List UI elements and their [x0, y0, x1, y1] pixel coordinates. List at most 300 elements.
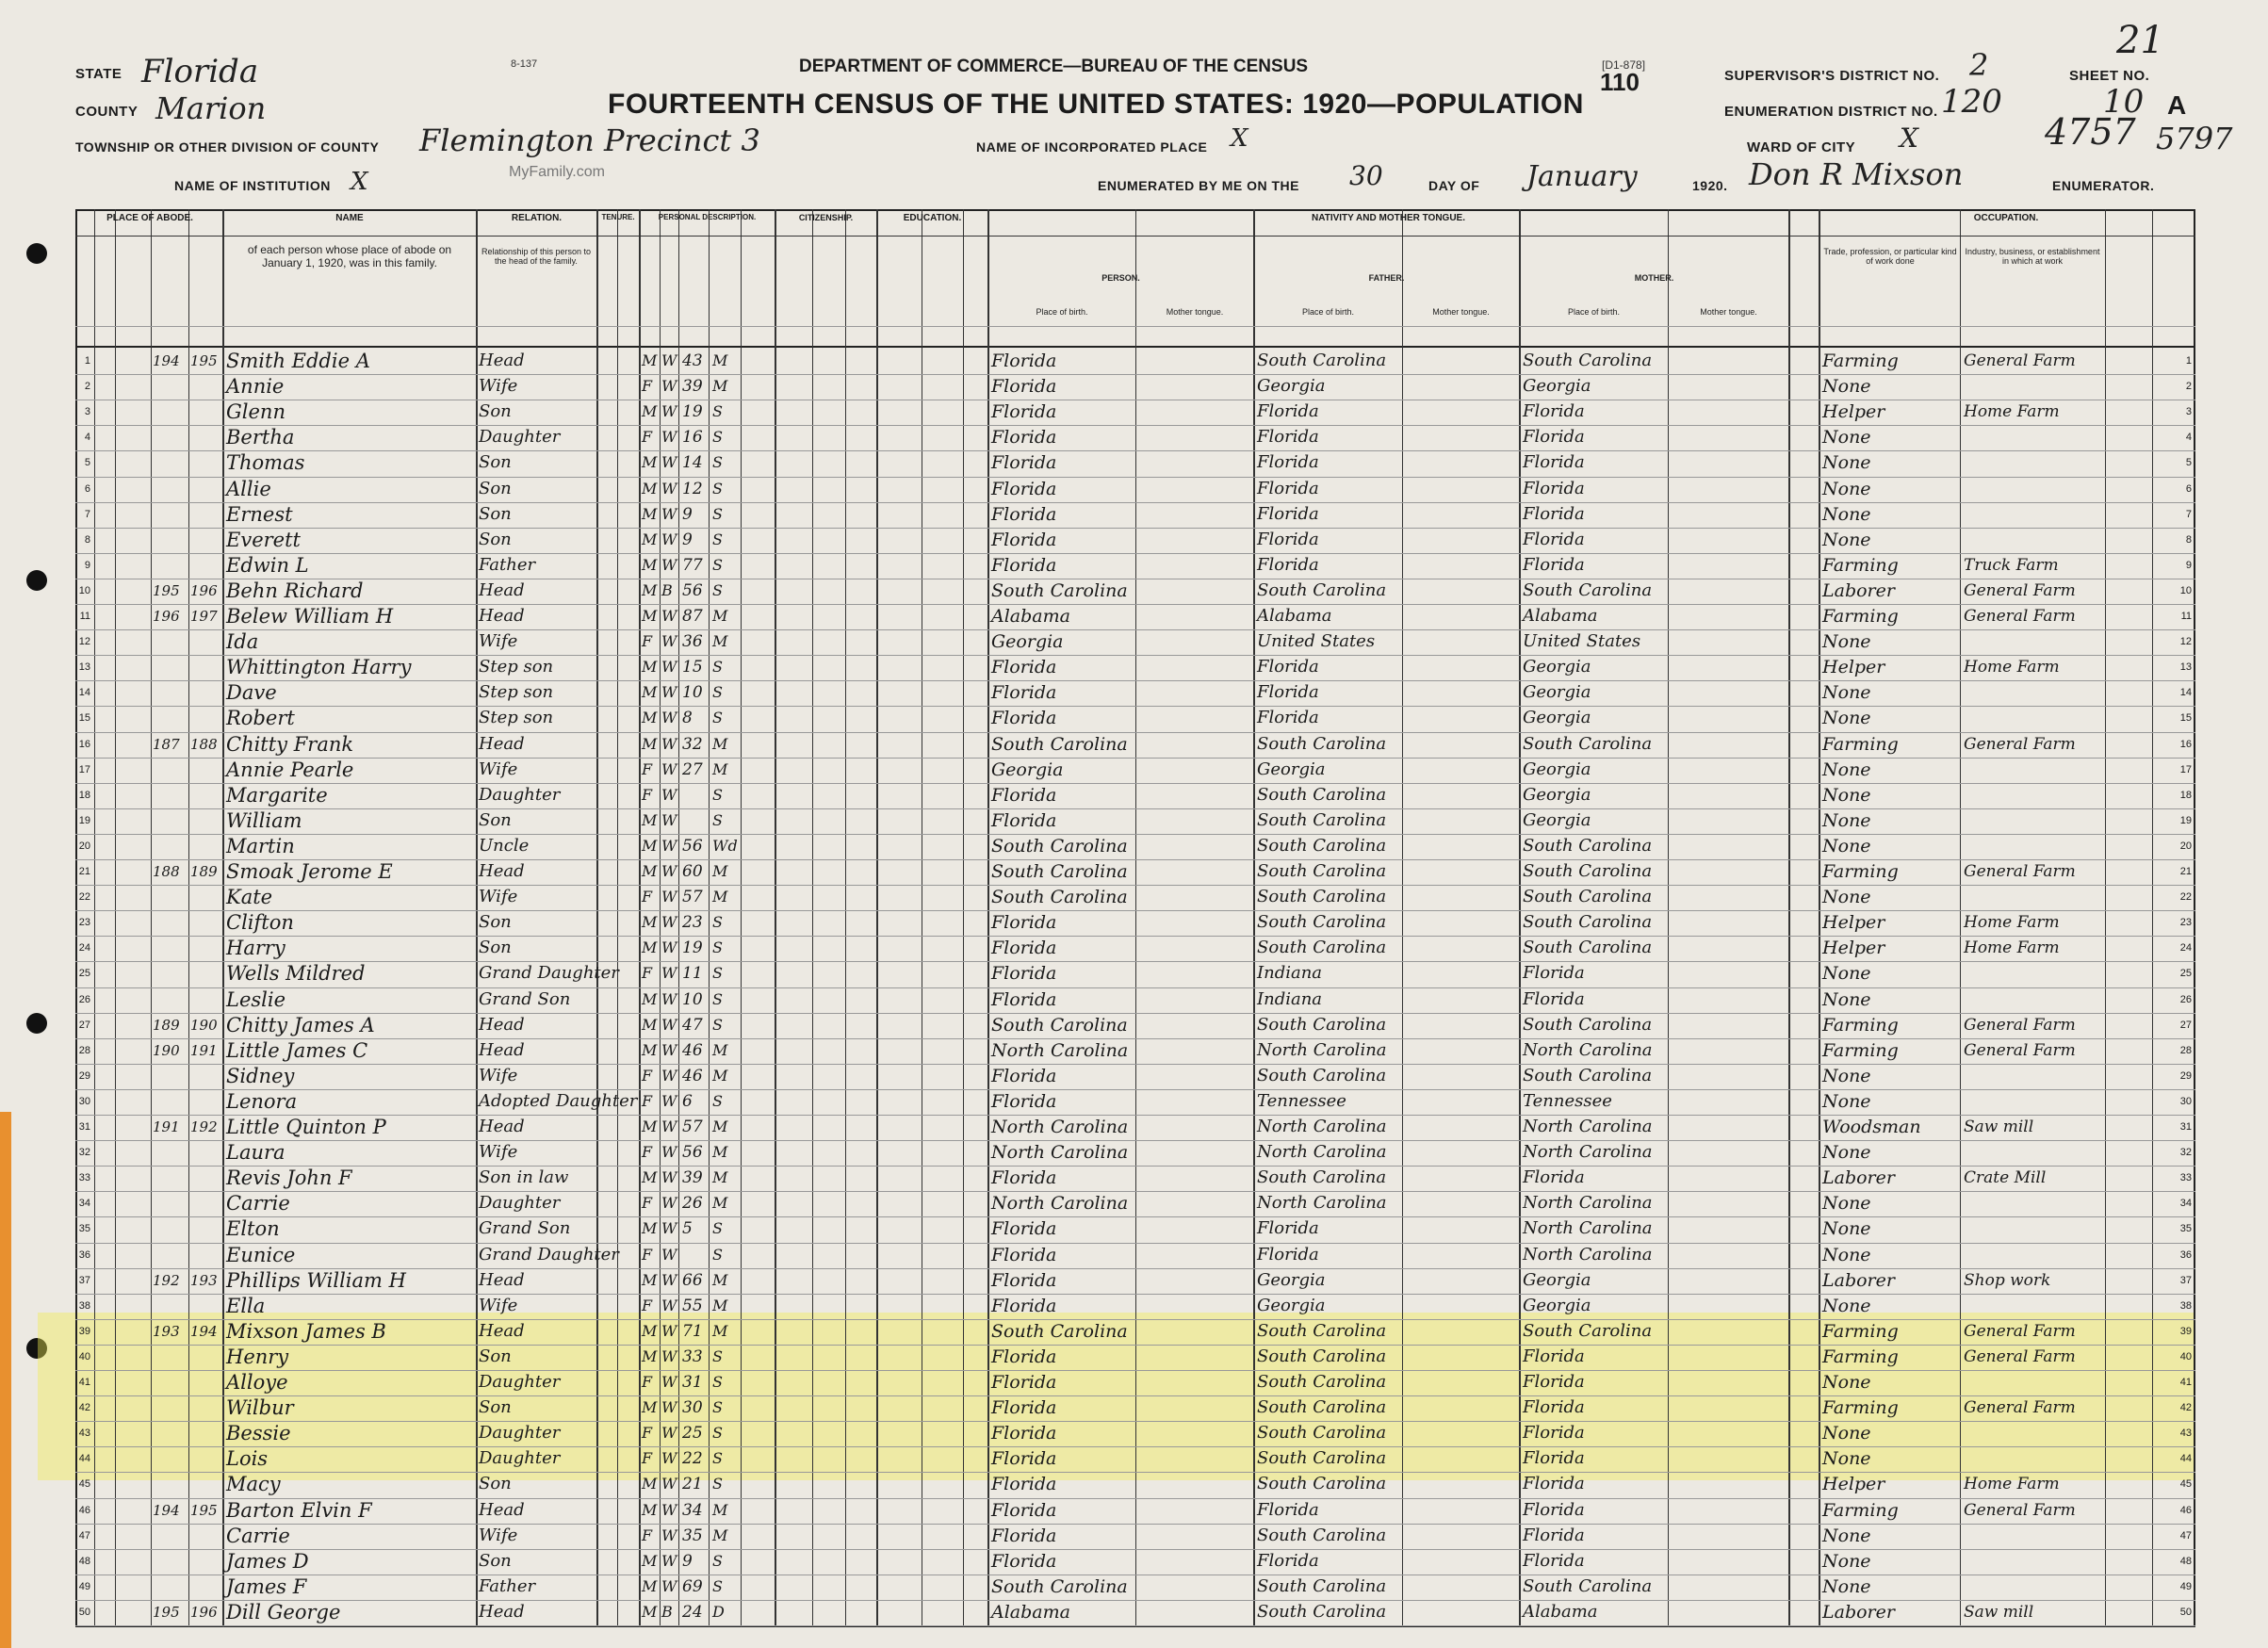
row-occ-cell: None: [1822, 988, 1871, 1010]
group-occupation: OCCUPATION.: [1973, 213, 2039, 223]
row-rel-cell: Son in law: [479, 1167, 569, 1188]
row-name-cell: Macy: [226, 1473, 281, 1496]
row-sex-cell: M: [642, 1270, 658, 1289]
row-rel-cell: Wife: [479, 759, 518, 779]
row-number-right: 20: [2179, 840, 2192, 852]
row-bp-cell: Florida: [991, 1525, 1057, 1546]
row-ms-cell: M: [712, 1321, 728, 1340]
row-dw-cell: 191: [153, 1118, 180, 1135]
row-ms-cell: S: [712, 683, 723, 702]
row-race-cell: W: [661, 504, 677, 523]
row-rel-cell: Son: [479, 809, 512, 830]
state-value: Florida: [141, 53, 259, 90]
father-label: FATHER.: [1368, 273, 1405, 283]
row-number: 31: [78, 1121, 90, 1133]
row-sex-cell: M: [642, 1551, 658, 1570]
row-fam-cell: 196: [190, 1603, 218, 1621]
row-race-cell: W: [661, 1551, 677, 1570]
enumerated-label: ENUMERATED BY ME ON THE: [1098, 178, 1299, 193]
row-age-cell: 66: [682, 1270, 703, 1290]
row-sex-cell: M: [642, 1346, 658, 1365]
row-race-cell: W: [661, 938, 677, 957]
row-mbp-cell: Florida: [1523, 401, 1585, 422]
row-sex-cell: M: [642, 504, 658, 523]
row-fbp-cell: South Carolina: [1257, 835, 1387, 856]
row-fbp-cell: South Carolina: [1257, 1575, 1387, 1596]
row-ms-cell: S: [712, 1551, 723, 1570]
row-fbp-cell: Indiana: [1257, 988, 1323, 1009]
row-age-cell: 60: [682, 862, 703, 881]
row-occ-cell: None: [1822, 1193, 1871, 1215]
row-ms-cell: M: [712, 1066, 728, 1085]
row-ms-cell: M: [712, 888, 728, 906]
enumeration-value: 120: [1941, 83, 2002, 121]
row-rel-cell: Son: [479, 529, 512, 549]
orange-edge: [0, 1112, 11, 1648]
row-fam-cell: 189: [190, 863, 218, 880]
row-race-cell: W: [661, 1346, 677, 1365]
row-sex-cell: M: [642, 1602, 658, 1621]
row-age-cell: 32: [682, 734, 703, 754]
punch-hole: [26, 1013, 47, 1034]
row-ms-cell: M: [712, 351, 728, 369]
row-rel-cell: Son: [479, 1550, 512, 1571]
row-name-cell: Ella: [226, 1294, 266, 1317]
row-age-cell: 19: [682, 402, 703, 422]
row-age-cell: 24: [682, 1602, 703, 1622]
row-mbp-cell: Florida: [1523, 1474, 1585, 1494]
row-number: 46: [78, 1504, 90, 1516]
row-number-right: 1: [2185, 355, 2192, 367]
row-race-cell: W: [661, 555, 677, 574]
row-fbp-cell: Georgia: [1257, 1269, 1326, 1290]
row-sex-cell: M: [642, 1576, 658, 1595]
row-sex-cell: M: [642, 479, 658, 498]
row-sex-cell: M: [642, 1118, 658, 1135]
sheet-letter: A: [2167, 90, 2187, 120]
row-number: 7: [84, 508, 90, 520]
row-ms-cell: S: [712, 989, 723, 1008]
row-sex-cell: M: [642, 709, 658, 727]
row-name-cell: Henry: [226, 1345, 289, 1368]
row-mbp-cell: Florida: [1523, 427, 1585, 448]
row-occ-cell: None: [1822, 887, 1871, 908]
row-number-right: 30: [2179, 1095, 2192, 1107]
row-mbp-cell: South Carolina: [1523, 938, 1653, 958]
row-number: 8: [84, 533, 90, 546]
row-sex-cell: F: [642, 759, 653, 778]
row-age-cell: 11: [682, 964, 703, 984]
row-mbp-cell: Georgia: [1523, 1269, 1591, 1290]
row-ms-cell: M: [712, 734, 728, 753]
row-sex-cell: M: [642, 938, 658, 957]
row-fbp-cell: South Carolina: [1257, 1320, 1387, 1341]
name-sub: of each person whose place of abode on January 1, 1920, was in this family.: [247, 243, 452, 269]
row-dw-cell: 195: [153, 581, 180, 599]
row-fbp-cell: Florida: [1257, 554, 1319, 575]
row-ms-cell: S: [712, 530, 723, 548]
day-of-label: DAY OF: [1428, 178, 1480, 193]
row-race-cell: W: [661, 1296, 677, 1314]
row-age-cell: 39: [682, 377, 703, 397]
row-race-cell: W: [661, 709, 677, 727]
row-rel-cell: Son: [479, 478, 512, 498]
row-sex-cell: F: [642, 1449, 653, 1468]
row-rel-cell: Wife: [479, 1142, 518, 1163]
row-race-cell: W: [661, 1424, 677, 1443]
group-place-of-abode: PLACE OF ABODE.: [106, 213, 193, 223]
row-occ-cell: None: [1822, 1575, 1871, 1597]
row-occ-cell: Farming: [1822, 351, 1899, 371]
row-name-cell: Kate: [226, 886, 273, 909]
row-fbp-cell: South Carolina: [1257, 1065, 1387, 1085]
row-mbp-cell: North Carolina: [1523, 1218, 1653, 1239]
row-sex-cell: F: [642, 964, 653, 983]
row-fbp-cell: Alabama: [1257, 606, 1332, 626]
row-name-cell: Margarite: [226, 783, 328, 807]
row-age-cell: 10: [682, 683, 703, 703]
row-fbp-cell: Florida: [1257, 1218, 1319, 1239]
row-age-cell: 8: [682, 709, 693, 728]
row-occ-cell: None: [1822, 1448, 1871, 1470]
row-number: 15: [78, 712, 90, 725]
person-place-birth: Place of birth.: [1036, 307, 1088, 317]
row-race-cell: W: [661, 1143, 677, 1162]
row-fbp-cell: Florida: [1257, 1550, 1319, 1571]
row-fbp-cell: South Carolina: [1257, 1397, 1387, 1418]
row-sex-cell: F: [642, 1066, 653, 1085]
row-rel-cell: Grand Daughter: [479, 1244, 619, 1265]
row-sex-cell: M: [642, 607, 658, 625]
row-bp-cell: South Carolina: [991, 835, 1128, 857]
row-race-cell: W: [661, 1500, 677, 1519]
row-name-cell: James D: [226, 1549, 309, 1573]
row-number: 40: [78, 1350, 90, 1362]
row-age-cell: 22: [682, 1449, 703, 1469]
row-name-cell: James F: [226, 1575, 307, 1598]
row-ms-cell: S: [712, 1015, 723, 1034]
row-rel-cell: Head: [479, 1014, 525, 1035]
row-fbp-cell: Georgia: [1257, 376, 1326, 397]
row-sex-cell: M: [642, 1500, 658, 1519]
row-fbp-cell: North Carolina: [1257, 1117, 1387, 1136]
row-rel-cell: Father: [479, 554, 536, 575]
row-number: 1: [84, 355, 90, 367]
row-number: 37: [78, 1274, 90, 1286]
row-bp-cell: North Carolina: [991, 1117, 1129, 1137]
row-number-right: 7: [2185, 508, 2192, 520]
row-name-cell: Wells Mildred: [226, 962, 366, 986]
row-number-right: 48: [2179, 1555, 2192, 1567]
row-occ-cell: None: [1822, 1244, 1871, 1265]
row-bp-cell: South Carolina: [991, 1575, 1128, 1597]
row-rel-cell: Adopted Daughter: [479, 1090, 638, 1111]
row-age-cell: 39: [682, 1168, 703, 1188]
row-ind-cell: General Farm: [1964, 580, 2076, 600]
row-occ-cell: Helper: [1822, 938, 1885, 959]
row-bp-cell: Florida: [991, 1423, 1057, 1444]
row-race-cell: W: [661, 1576, 677, 1595]
row-mbp-cell: Florida: [1523, 1167, 1585, 1188]
row-sex-cell: M: [642, 1219, 658, 1238]
row-sex-cell: M: [642, 1321, 658, 1340]
row-rel-cell: Head: [479, 1601, 525, 1622]
row-rel-cell: Wife: [479, 1065, 518, 1085]
row-sex-cell: M: [642, 1040, 658, 1059]
row-number: 14: [78, 687, 90, 699]
row-ms-cell: S: [712, 1091, 723, 1110]
row-fbp-cell: South Carolina: [1257, 1346, 1387, 1366]
row-rel-cell: Son: [479, 401, 512, 422]
row-number-right: 16: [2179, 738, 2192, 750]
row-occ-cell: None: [1822, 1372, 1871, 1393]
row-ms-cell: M: [712, 607, 728, 625]
row-name-cell: Revis John F: [226, 1167, 352, 1190]
row-name-cell: Annie Pearle: [226, 758, 354, 781]
row-name-cell: Barton Elvin F: [226, 1498, 372, 1522]
row-bp-cell: Florida: [991, 478, 1057, 499]
row-race-cell: W: [661, 453, 677, 472]
row-race-cell: W: [661, 734, 677, 753]
row-bp-cell: Florida: [991, 1448, 1057, 1470]
row-rel-cell: Wife: [479, 887, 518, 907]
row-fbp-cell: Florida: [1257, 657, 1319, 677]
group-relation: RELATION.: [511, 213, 563, 223]
institution-label: NAME OF INSTITUTION: [174, 178, 331, 193]
row-bp-cell: South Carolina: [991, 861, 1128, 882]
row-age-cell: 47: [682, 1015, 703, 1035]
row-occ-cell: None: [1822, 759, 1871, 780]
row-name-cell: Bessie: [226, 1422, 291, 1445]
row-fbp-cell: South Carolina: [1257, 938, 1387, 958]
row-race-cell: W: [661, 607, 677, 625]
row-number: 28: [78, 1044, 90, 1056]
row-race-cell: W: [661, 1245, 677, 1264]
row-number: 16: [78, 738, 90, 750]
row-bp-cell: Florida: [991, 401, 1057, 423]
row-sex-cell: M: [642, 810, 658, 829]
row-rel-cell: Grand Son: [479, 988, 571, 1009]
row-occ-cell: None: [1822, 963, 1871, 985]
row-race-cell: W: [661, 479, 677, 498]
row-number-right: 27: [2179, 1019, 2192, 1031]
row-bp-cell: Florida: [991, 427, 1057, 449]
row-mbp-cell: Florida: [1523, 1372, 1585, 1392]
enumerated-day: 30: [1349, 160, 1383, 191]
row-number-right: 49: [2179, 1580, 2192, 1592]
row-number: 20: [78, 840, 90, 852]
row-occ-cell: None: [1822, 452, 1871, 474]
row-ind-cell: Home Farm: [1964, 658, 2060, 677]
row-race-cell: W: [661, 836, 677, 855]
row-number-right: 11: [2180, 611, 2192, 622]
row-rel-cell: Head: [479, 351, 525, 370]
row-rel-cell: Son: [479, 938, 512, 958]
row-number-right: 31: [2179, 1121, 2192, 1133]
row-bp-cell: South Carolina: [991, 1014, 1128, 1036]
row-name-cell: Martin: [226, 834, 295, 857]
township-label: TOWNSHIP OR OTHER DIVISION OF COUNTY: [75, 139, 380, 155]
row-bp-cell: Georgia: [991, 759, 1064, 780]
row-fbp-cell: South Carolina: [1257, 1474, 1387, 1494]
row-sex-cell: F: [642, 377, 653, 396]
row-name-cell: Sidney: [226, 1064, 295, 1087]
row-number-right: 24: [2179, 942, 2192, 955]
row-number-right: 43: [2179, 1428, 2192, 1440]
row-name-cell: Whittington Harry: [226, 656, 412, 679]
row-fbp-cell: Florida: [1257, 1499, 1319, 1520]
row-number-right: 47: [2179, 1529, 2192, 1542]
row-bp-cell: Florida: [991, 554, 1057, 576]
row-occ-cell: None: [1822, 1090, 1871, 1112]
row-dw-cell: 194: [153, 1501, 180, 1519]
row-name-cell: Lenora: [226, 1089, 298, 1113]
row-occ-cell: None: [1822, 1525, 1871, 1546]
row-name-cell: Robert: [226, 707, 295, 730]
row-number-right: 2: [2185, 381, 2192, 393]
row-rel-cell: Daughter: [479, 1193, 561, 1214]
row-fbp-cell: Florida: [1257, 708, 1319, 728]
row-race-cell: W: [661, 1091, 677, 1110]
row-name-cell: Lois: [226, 1447, 269, 1471]
group-citizenship: CITIZENSHIP.: [798, 213, 854, 222]
row-number: 34: [78, 1198, 90, 1210]
stamp-number: 110: [1600, 68, 1640, 96]
row-race-cell: W: [661, 759, 677, 778]
row-name-cell: Allie: [226, 477, 271, 500]
row-ind-cell: Shop work: [1964, 1270, 2051, 1290]
row-mbp-cell: South Carolina: [1523, 579, 1653, 600]
row-bp-cell: Florida: [991, 784, 1057, 806]
row-name-cell: Eunice: [226, 1243, 296, 1266]
row-name-cell: Wilbur: [226, 1396, 294, 1420]
row-age-cell: 16: [682, 428, 703, 448]
row-race-cell: W: [661, 1398, 677, 1417]
row-rel-cell: Wife: [479, 1295, 518, 1315]
row-mbp-cell: Georgia: [1523, 1295, 1591, 1315]
row-number: 17: [78, 763, 90, 775]
row-occ-cell: None: [1822, 376, 1871, 398]
row-name-cell: Carrie: [226, 1524, 290, 1547]
row-occ-cell: Farming: [1822, 1014, 1899, 1036]
row-age-cell: 57: [682, 1118, 703, 1136]
row-name-cell: Smith Eddie A: [226, 350, 370, 372]
relation-sub: Relationship of this person to the head of the family.: [481, 247, 592, 266]
row-occ-cell: Farming: [1822, 1346, 1899, 1367]
row-number-right: 26: [2179, 993, 2192, 1005]
row-name-cell: Ida: [226, 630, 259, 654]
row-age-cell: 9: [682, 530, 693, 549]
row-number: 50: [78, 1606, 90, 1618]
row-sex-cell: M: [642, 351, 658, 369]
enumerator-label: ENUMERATOR.: [2052, 178, 2155, 193]
row-bp-cell: Florida: [991, 1499, 1057, 1521]
row-race-cell: W: [661, 632, 677, 651]
row-number: 39: [78, 1325, 90, 1337]
row-sex-cell: F: [642, 785, 653, 804]
row-fbp-cell: North Carolina: [1257, 1142, 1387, 1163]
row-occ-cell: None: [1822, 784, 1871, 806]
row-occ-cell: Helper: [1822, 657, 1885, 678]
row-name-cell: Ernest: [226, 502, 293, 526]
row-name-cell: Dill George: [226, 1600, 341, 1624]
row-rule: [75, 1625, 2195, 1626]
row-occ-cell: None: [1822, 682, 1871, 704]
row-fbp-cell: Florida: [1257, 478, 1319, 498]
row-age-cell: 31: [682, 1373, 703, 1392]
row-sex-cell: F: [642, 1373, 653, 1391]
mother-label: MOTHER.: [1634, 273, 1674, 283]
row-sex-cell: M: [642, 530, 658, 548]
row-number-right: 44: [2179, 1453, 2192, 1465]
row-mbp-cell: Florida: [1523, 963, 1585, 984]
year-label: 1920.: [1692, 178, 1728, 193]
row-race-cell: W: [661, 1270, 677, 1289]
row-sex-cell: F: [642, 1245, 653, 1264]
row-fam-cell: 188: [190, 735, 218, 753]
row-number: 5: [84, 457, 90, 469]
row-fbp-cell: Florida: [1257, 1244, 1319, 1265]
row-mbp-cell: Florida: [1523, 1346, 1585, 1366]
row-ind-cell: General Farm: [1964, 1040, 2076, 1060]
row-age-cell: 19: [682, 938, 703, 958]
row-age-cell: 34: [682, 1500, 703, 1520]
row-number-right: 29: [2179, 1069, 2192, 1082]
row-rel-cell: Wife: [479, 1525, 518, 1545]
row-age-cell: 6: [682, 1091, 693, 1111]
row-fbp-cell: United States: [1257, 631, 1376, 652]
mother-mother-tongue: Mother tongue.: [1700, 307, 1757, 317]
row-name-cell: Mixson James B: [226, 1319, 386, 1343]
row-occ-cell: Farming: [1822, 1499, 1899, 1521]
row-number: 4: [84, 432, 90, 444]
row-mbp-cell: Alabama: [1523, 606, 1598, 626]
row-number: 18: [78, 789, 90, 801]
row-race-cell: W: [661, 351, 677, 369]
form-no: 8-137: [511, 58, 538, 70]
row-bp-cell: Florida: [991, 988, 1057, 1010]
row-number-right: 19: [2179, 814, 2192, 826]
row-mbp-cell: Georgia: [1523, 759, 1591, 779]
row-fbp-cell: South Carolina: [1257, 1372, 1387, 1392]
row-mbp-cell: Florida: [1523, 988, 1585, 1009]
sheet-label: SHEET NO.: [2069, 68, 2150, 84]
row-fam-cell: 191: [190, 1041, 218, 1059]
row-rel-cell: Head: [479, 1499, 525, 1520]
row-race-cell: W: [661, 913, 677, 932]
row-number: 13: [78, 661, 90, 674]
row-occ-cell: None: [1822, 631, 1871, 653]
row-mbp-cell: South Carolina: [1523, 1065, 1653, 1085]
row-bp-cell: Florida: [991, 1346, 1057, 1367]
row-race-cell: B: [661, 580, 673, 599]
row-dw-cell: 196: [153, 608, 180, 625]
row-occ-cell: None: [1822, 708, 1871, 729]
row-name-cell: Phillips William H: [226, 1268, 406, 1292]
row-sex-cell: F: [642, 632, 653, 651]
row-bp-cell: North Carolina: [991, 1039, 1129, 1061]
row-fam-cell: 194: [190, 1322, 218, 1340]
row-number-right: 41: [2179, 1377, 2192, 1388]
row-age-cell: 21: [682, 1475, 703, 1494]
row-dw-cell: 188: [153, 863, 180, 880]
row-mbp-cell: Georgia: [1523, 809, 1591, 830]
row-ms-cell: S: [712, 479, 723, 498]
row-rel-cell: Head: [479, 579, 525, 600]
row-age-cell: 23: [682, 913, 703, 933]
row-name-cell: Carrie: [226, 1192, 290, 1216]
row-ms-cell: S: [712, 964, 723, 983]
